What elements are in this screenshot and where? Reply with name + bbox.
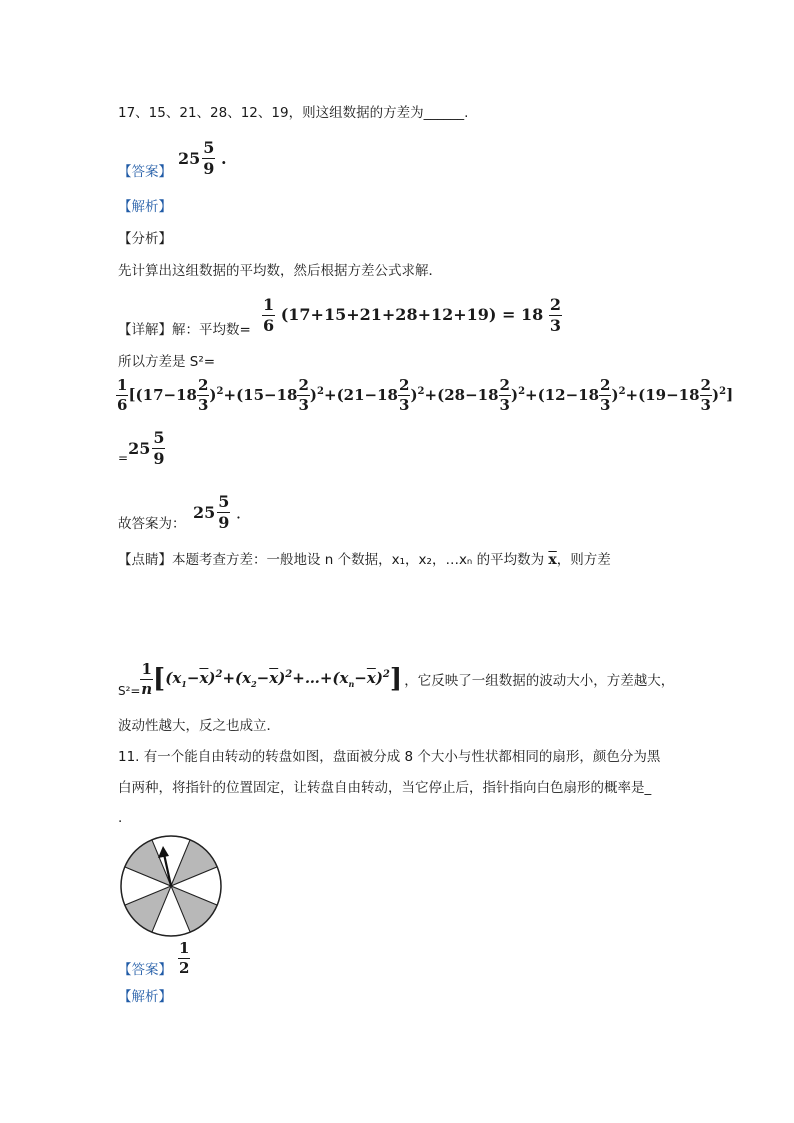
q10-question: 17、15、21、28、12、19，则这组数据的方差为______.: [118, 105, 469, 121]
answer-numerator: 5: [203, 138, 215, 157]
conclusion-whole: 25: [193, 503, 216, 522]
q11-answer-numerator: 1: [179, 939, 190, 957]
mean-denominator: 3: [549, 316, 562, 335]
variance-term: (17−18 $\frac{2}{3}$ )$^2$: [135, 376, 224, 414]
mean-expression: (17+15+21+28+12+19) = 18: [280, 305, 544, 324]
x-bar-symbol: $\overline{x}$: [548, 552, 557, 568]
conclusion-period: ．: [235, 503, 252, 522]
answer-tag: 【答案】: [118, 164, 172, 180]
result-numerator: 5: [153, 428, 165, 447]
conclusion-numerator: 5: [218, 492, 230, 511]
result-denominator: 9: [153, 449, 165, 468]
q11-answer-tag: 【答案】: [118, 962, 172, 978]
q10-conclusion: 故答案为：: [118, 516, 186, 532]
q11-line1: 11. 有一个能自由转动的转盘如图，盘面被分成 8 个大小与性状都相同的扇形，颜色分为黑: [118, 749, 661, 765]
answer-whole: 25: [178, 149, 201, 168]
mean-numerator: 2: [549, 295, 562, 314]
dianjing-text: 本题考查方差：一般地设 n 个数据，x₁，x₂，…xₙ 的平均数为: [172, 552, 545, 568]
q10-answer-value: [178, 140, 227, 177]
q11-answer-value: [178, 941, 190, 976]
variance-formula: $\frac{1}{6}$ [(17−18 $\frac{2}{3}$ )$^2$+(15−18 $\frac{2}{3}$ )$^2$+(21−18 $\frac{2}{3}$ )$^2$+(28−18 $\frac{2}{3}$ )$^2$+(12−18 $\frac{2}{3}$ )$^2$+(19−18 $\frac{2}{3}$ )$^2$]: [117, 376, 734, 414]
dianjing-tag: 【点睛】: [118, 552, 172, 568]
q10-xiangjie-row: [118, 322, 251, 338]
q11-line3: .: [118, 810, 123, 826]
variance-term: +(12−18 $\frac{2}{3}$ )$^2$: [525, 376, 626, 414]
formula-prefix: S²=: [118, 684, 141, 698]
variance-result: [118, 430, 165, 467]
result-whole: 25: [128, 439, 151, 458]
q11-jiexi-tag: 【解析】: [118, 989, 172, 1005]
spinner-wheel: [118, 834, 224, 938]
q10-last-line: 波动性越大，反之也成立．: [118, 718, 280, 734]
general-variance-formula: $\frac{1}{n}$ [ $(x_1-\overline{x})^2+(x_2-\overline{x})^2+\dots+(x_n-\overline{x})^2$ ]: [141, 659, 403, 698]
general-variance-row: [118, 660, 674, 698]
fenxi-tag: 【分析】: [118, 231, 172, 247]
conclusion-denominator: 9: [218, 513, 230, 532]
dianjing-tail: ，则方差: [556, 552, 611, 568]
variance-term: +(21−18 $\frac{2}{3}$ )$^2$: [324, 376, 425, 414]
conclusion-value: [193, 494, 252, 531]
equals-sign: =: [118, 451, 129, 465]
q10-fenxi-text: 先计算出这组数据的平均数，然后根据方差公式求解．: [118, 263, 442, 279]
q10-answer-row: [118, 164, 172, 180]
xiangjie-text: 解：平均数=: [172, 322, 251, 338]
answer-denominator: 9: [203, 159, 215, 178]
formula-tail: ，它反映了一组数据的波动大小，方差越大，: [404, 673, 675, 689]
q10-variance-intro: 所以方差是 S²=: [118, 354, 216, 370]
q11-answer-denominator: 2: [179, 959, 190, 977]
variance-term: +(15−18 $\frac{2}{3}$ )$^2$: [223, 376, 324, 414]
q10-dianjing-row: [118, 552, 611, 569]
variance-term: +(19−18 $\frac{2}{3}$ )$^2$: [625, 376, 727, 414]
q10-fenxi-tag: [118, 231, 172, 247]
answer-period: .: [220, 149, 227, 168]
q11-answer-row: [118, 962, 172, 978]
mean-formula: $\frac{1}{6}$ (17+15+21+28+12+19) = 18 $\frac{2}{3}$: [263, 295, 562, 335]
variance-term: +(28−18 $\frac{2}{3}$ )$^2$: [424, 376, 526, 414]
q10-jiexi-tag: 【解析】: [118, 199, 172, 215]
xiangjie-tag: 【详解】: [118, 322, 172, 338]
q11-line2: 白两种，将指针的位置固定，让转盘自由转动，当它停止后，指针指向白色扇形的概率是_: [118, 780, 652, 796]
